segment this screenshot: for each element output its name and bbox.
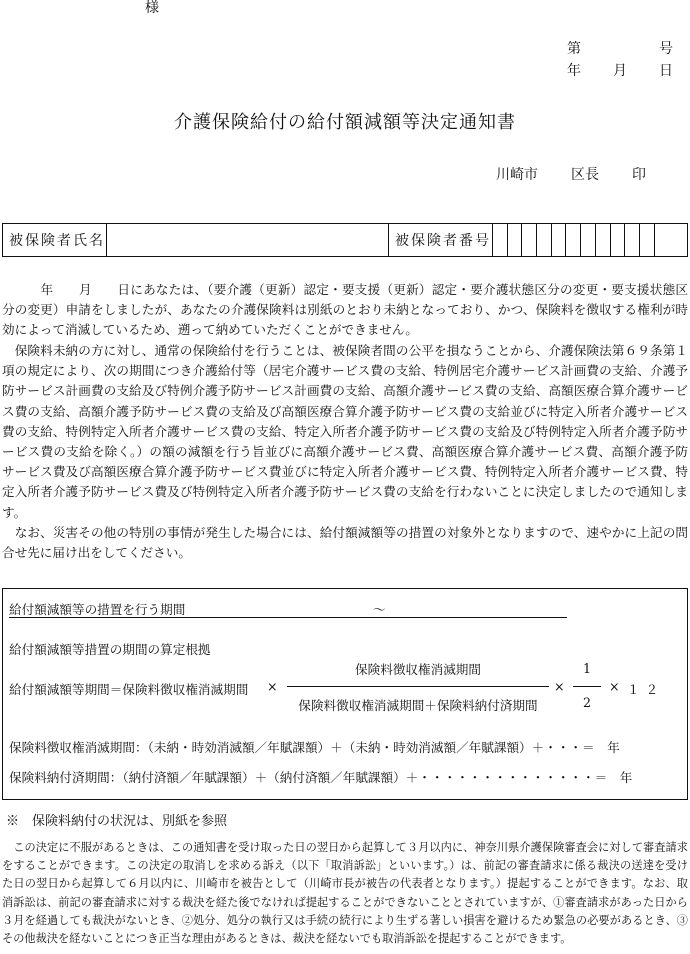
document-date-row [567,60,673,80]
insured-number-digit[interactable] [522,224,537,256]
half-fraction-numerator: 1 [582,661,591,676]
insured-number-digit[interactable] [552,224,567,256]
half-fraction-denominator: 2 [582,695,591,710]
insured-number-label: 被保険者番号 [389,224,493,256]
issuer-city: 川崎市 [496,167,538,183]
document-title: 介護保険給付の給付額減額等決定通知書 [174,112,516,133]
formula-twelve: １２ [627,682,665,697]
insured-name-label: 被保険者氏名 [3,224,107,256]
insured-number-digit[interactable] [640,224,655,256]
reduction-period-label: 給付額減額等の措置を行う期間 [9,602,186,617]
body-paragraph-application: 年 月 日にあなたは、（要介護（更新）認定・要支援（更新）認定・要介護状態区分の変更・要支援状態区分の変更）申請をしましたが、あなたの介護保険料は別紙のとおり未納となっており、かつ、保険料を徴収する権利が時効によって消滅しているため、遡って納めていただくことができません。 [2,282,688,338]
expired-period-formula: 保険料徴収権消滅期間：（未納・時効消滅額／年賦課額）＋（未納・時効消滅額／年賦課額）＋・・・＝ 年 [9,740,620,755]
insured-name-field[interactable] [107,224,389,256]
insured-number-digit[interactable] [655,224,670,256]
issuer-line [496,164,646,184]
insured-number-digit[interactable] [566,224,581,256]
period-range-tilde: ～ [373,602,386,617]
date-day: 日 [659,63,673,79]
body-paragraph-exception: なお、災害その他の特別の事情が発生した場合には、給付額減額等の措置の対象外となりますので、速やかに上記の問合せ先に届け出をしてください。 [2,525,688,561]
formula-times-sign: × [609,679,620,694]
insured-person-table [2,223,688,257]
appeal-notice: この決定に不服があるときは、この通知書を受け取った日の翌日から起算して３月以内に、神奈川県介護保険審査会に対して審査請求をすることができます。この決定の取消しを求める訴え（以下「取消訴訟」といいます。）は、前記の審査請求に係る裁決の送達を受けた日の翌日から起算して６月以内に、川崎市を被告として（川崎市長が被告の代表者となります。）提起することができます。なお、取消訴訟は、前記の審査請求に対する裁決を経た後でなければ提起することができないこととされていますが、①審査請求があった日から３月を経過しても裁決がないとき、②処分、処分の執行又は手続の続行により生ずる著しい損害を避けるため緊急の必要があるとき、③その他裁決を経ないことにつき正当な理由があるときは、裁決を経ないでも取消訴訟を提起することができます。 [2,841,688,946]
number-prefix: 第 [567,41,581,57]
insured-number-digit[interactable] [508,224,523,256]
body-paragraph-decision: 保険料未納の方に対し、通常の保険給付を行うことは、被保険者間の公平を損なうことから、介護保険法第６９条第１項の規定により、次の期間につき介護給付等（居宅介護サービス費の支給、特例居宅介護サービス計画費の支給、介護予防サービス計画費の支給及び特例介護予防サービス計画費の支給、高額介護サービス費の支給、高額医療合算介護サービス費の支給、高額介護予防サービス費の支給及び高額医療合算介護予防サービス費の支給並びに特定入所者介護サービス費の支給、特例特定入所者介護サービス費の支給、特定入所者介護予防サービス費の支給及び特例特定入所者介護予防サービス費の支給を除く。）の額の減額を行う旨並びに高額介護サービス費、高額医療合算介護サービス費、高額介護予防サービス費及び高額医療合算介護予防サービス費並びに特定入所者介護サービス費、特例特定入所者介護サービス費、特定入所者介護予防サービス費及び特例特定入所者介護予防サービス費の支給を行わないことに決定しましたので通知します。 [2,343,688,520]
formula-left-side: 給付額減額等期間＝保険料徴収権消滅期間 [9,682,249,697]
insured-number-digit[interactable] [611,224,626,256]
formula-times-sign: × [554,679,565,694]
formula-times-sign: × [267,679,278,694]
insured-number-digit[interactable] [581,224,596,256]
insured-number-digit[interactable] [493,224,508,256]
formula-fraction-bar [287,686,549,687]
insured-number-digit[interactable] [596,224,611,256]
formula-fraction-numerator: 保険料徴収権消滅期間 [355,662,481,677]
insured-number-digit[interactable] [625,224,640,256]
number-suffix: 号 [659,41,673,57]
calculation-basis-label: 給付額減額等措置の期間の算定根拠 [9,642,211,657]
reduction-period-box [2,588,688,800]
date-month: 月 [613,63,627,79]
document-number-row [567,38,673,58]
formula-fraction-denominator: 保険料徴収権消滅期間＋保険料納付済期間 [298,698,538,713]
date-year: 年 [567,63,581,79]
payment-status-note: ※ 保険料納付の状況は、別紙を参照 [6,814,228,829]
addressee-suffix: 様 [145,0,159,16]
half-fraction-bar [573,686,601,687]
issuer-ward-chief: 区長 [571,167,599,183]
reduction-period-line [9,599,567,618]
issuer-seal: 印 [632,167,646,183]
paid-period-formula: 保険料納付済期間：（納付済額／年賦課額）＋（納付済額／年賦課額）＋・・・・・・・・・・・・・・＝ 年 [9,770,633,785]
insured-number-digit[interactable] [537,224,552,256]
